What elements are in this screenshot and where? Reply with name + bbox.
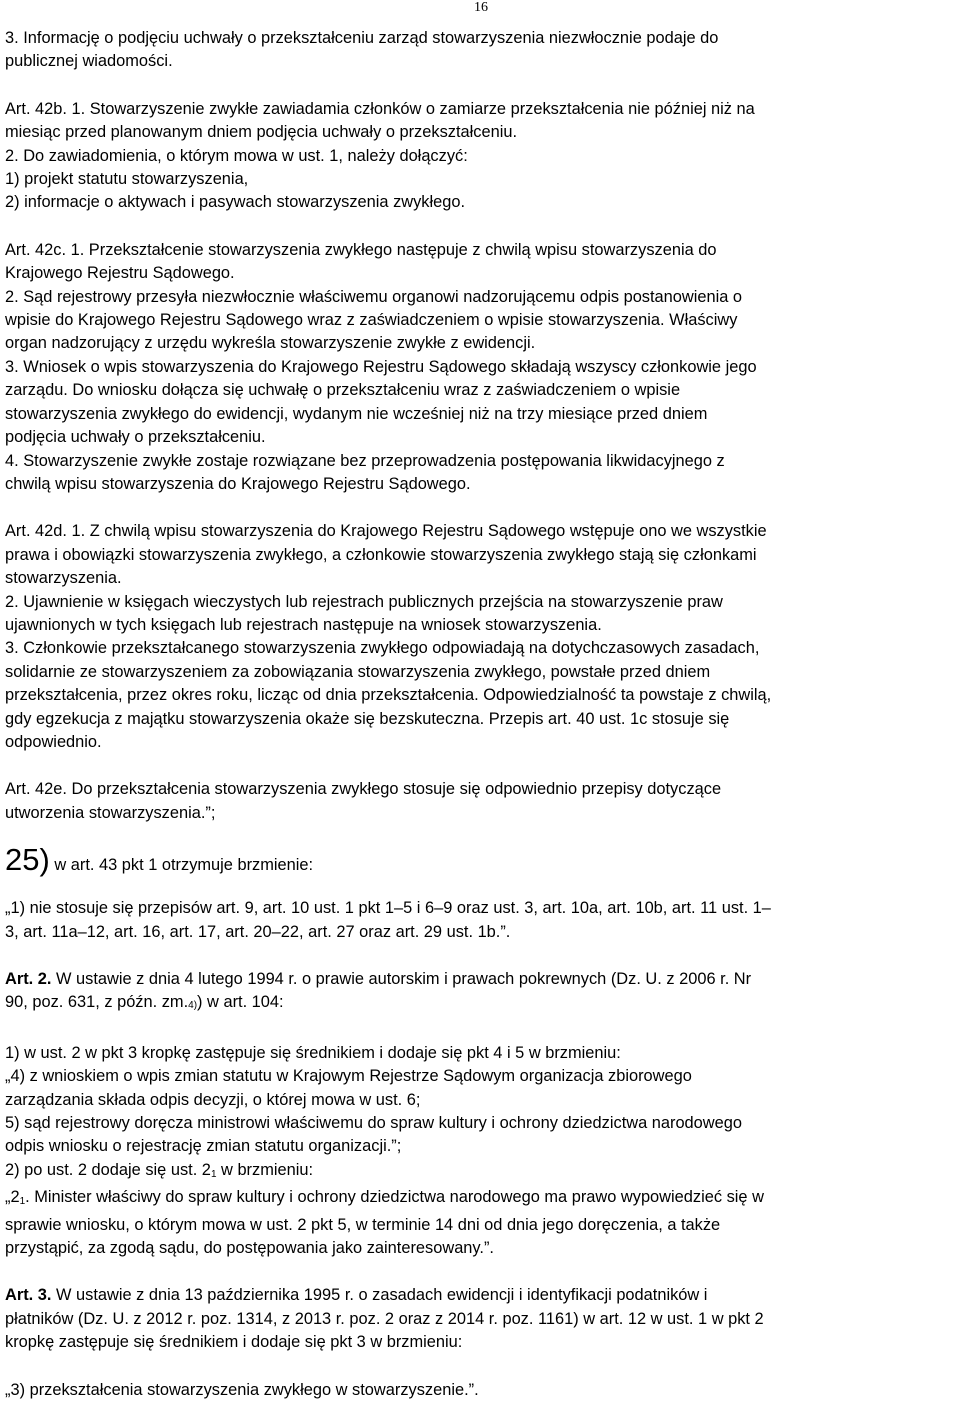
text-line: zarządu. Do wniosku dołącza się uchwałę o przekształceniu wraz z zaświadczeniem o wpisie [5,381,681,400]
text-line: 3. Członkowie przekształcanego stowarzyszenia zwykłego odpowiadają na dotychczasowych zasadach, [5,639,760,658]
article-42d [5,520,955,754]
article-label: Art. 3. [5,1286,52,1305]
text-line: zarządzania składa odpis decyzji, o której mowa w ust. 6; [5,1090,421,1109]
text-line: odpis wniosku o rejestrację zmian statutu organizacji.”; [5,1137,402,1156]
article-2 [5,968,955,1018]
text-line: 2. Ujawnienie w księgach wieczystych lub rejestrach publicznych przejścia na stowarzyszenie praw [5,592,723,611]
text-run: ) w art. 104: [197,993,284,1012]
article-label: Art. 2. [5,970,52,988]
text-line: płatników (Dz. U. z 2012 r. poz. 1314, z 2013 r. poz. 2 oraz z 2014 r. poz. 1161) w art. 12 w ust. 1 w pkt 2 [5,1309,764,1328]
text-line: stowarzyszenia zwykłego do ewidencji, wydanym nie wcześniej niż na trzy miesiące przed dniem [5,404,708,423]
text-line: Krajowego Rejestru Sądowego. [5,264,235,283]
text-line: przekształcenia, przez okres roku, licząc od dnia przekształcenia. Odpowiedzialność ta powstaje z chwilą, [5,686,772,705]
text-line: Art. 42b. 1. Stowarzyszenie zwykłe zawiadamia członków o zamiarze przekształcenia nie później niż na [5,99,755,118]
paragraph-art42a-3 [5,27,955,74]
text-line: 3. Informację o podjęciu uchwały o przekształceniu zarząd stowarzyszenia niezwłocznie podaje do [5,29,719,47]
text-line: 3. Wniosek o wpis stowarzyszenia do Krajowego Rejestru Sądowego składają wszyscy członkowie jego [5,357,757,376]
text-line: „3) przekształcenia stowarzyszenia zwykłego w stowarzyszenie.”. [5,1380,479,1399]
text-run: w brzmieniu: [216,1160,314,1179]
document-body [5,27,955,1402]
quoted-point-1 [5,897,955,944]
quoted-point-3 [5,1379,955,1402]
text-run: „2 [5,1188,20,1207]
text-line: „4) z wnioskiem o wpis zmian statutu w Krajowym Rejestrze Sądowym organizacja zbiorowego [5,1067,692,1086]
text-line [5,1284,955,1307]
point-heading-text: w art. 43 pkt 1 otrzymuje brzmienie: [49,856,314,875]
text-line: chwilą wpisu stowarzyszenia do Krajowego Rejestru Sądowego. [5,474,471,493]
text-line: Art. 42e. Do przekształcenia stowarzyszenia zwykłego stosuje się odpowiednio przepisy dotyczące [5,780,722,799]
text-line: wpisie do Krajowego Rejestru Sądowego wraz z zaświadczeniem o wpisie stowarzyszenia. Właściwy [5,311,738,330]
text-line: 3, art. 11a–12, art. 16, art. 17, art. 20–22, art. 27 oraz art. 29 ust. 1b.”. [5,922,511,941]
article-42c [5,239,955,496]
article-2-changes [5,1042,955,1261]
text-line: 5) sąd rejestrowy doręcza ministrowi właściwemu do spraw kultury i ochrony dziedzictwa narodowego [5,1114,742,1133]
text-line [5,1186,955,1213]
text-line: publicznej wiadomości. [5,52,173,71]
text-line [5,991,955,1017]
subscript: 1 [210,1168,217,1180]
text-line [5,1159,955,1186]
point-number: 25) [5,842,50,878]
article-42b [5,98,955,215]
text-run: . Minister właściwy do spraw kultury i ochrony dziedzictwa narodowego ma prawo wypowiedzieć się w [25,1188,764,1207]
text-line: utworzenia stowarzyszenia.”; [5,803,216,822]
text-run: W ustawie z dnia 13 października 1995 r. o zasadach ewidencji i identyfikacji podatników i [51,1286,708,1305]
text-line: „1) nie stosuje się przepisów art. 9, art. 10 ust. 1 pkt 1–5 i 6–9 oraz ust. 3, art. 10a, art. 10b, art. 11 ust. 1– [5,899,771,918]
text-line: 4. Stowarzyszenie zwykłe zostaje rozwiązane bez przeprowadzenia postępowania likwidacyjnego z [5,451,725,470]
article-3 [5,1284,955,1354]
text-line: 2) informacje o aktywach i pasywach stowarzyszenia zwykłego. [5,193,466,212]
text-line: solidarnie ze stowarzyszeniem za zobowiązania stowarzyszenia zwykłego, powstałe przed dniem [5,662,711,681]
text-line: podjęcia uchwały o przekształceniu. [5,428,266,447]
text-line: Art. 42d. 1. Z chwilą wpisu stowarzyszenia do Krajowego Rejestru Sądowego wstępuje ono we wszystkie [5,522,767,541]
text-line: przystąpić, za zgodą sądu, do postępowania jako zainteresowany.”. [5,1239,494,1258]
footnote-ref: 4) [188,1000,198,1012]
text-line: stowarzyszenia. [5,569,122,588]
text-line: sprawie wniosku, o którym mowa w ust. 2 pkt 5, w terminie 14 dni od dnia jego doręczenia, a także [5,1215,721,1234]
text-line: ujawnionych w tych księgach lub rejestrach następuje na wniosek stowarzyszenia. [5,615,602,634]
text-run: W ustawie z dnia 4 lutego 1994 r. o prawie autorskim i prawach pokrewnych (Dz. U. z 2006 r. Nr [51,970,752,988]
text-line: odpowiednio. [5,732,102,751]
text-line: kropkę zastępuje się średnikiem i dodaje się pkt 3 w brzmieniu: [5,1333,463,1352]
text-line: organ nadzorujący z urzędu wykreśla stowarzyszenie zwykłe z ewidencji. [5,334,536,353]
text-run: 90, poz. 631, z późn. zm. [5,993,189,1012]
subscript: 1 [19,1196,26,1208]
text-line: 2. Sąd rejestrowy przesyła niezwłocznie właściwemu organowi nadzorującemu odpis postanowienia o [5,287,743,306]
text-line: 1) w ust. 2 w pkt 3 kropkę zastępuje się średnikiem i dodaje się pkt 4 i 5 w brzmieniu: [5,1043,621,1062]
text-run: 2) po ust. 2 dodaje się ust. 2 [5,1160,211,1179]
text-line: Art. 42c. 1. Przekształcenie stowarzyszenia zwykłego następuje z chwilą wpisu stowarzyszenia do [5,240,717,259]
text-line [5,968,955,991]
point-heading [5,841,955,879]
text-line: 1) projekt statutu stowarzyszenia, [5,170,249,189]
text-line: 2. Do zawiadomienia, o którym mowa w ust. 1, należy dołączyć: [5,146,468,165]
text-line: prawa i obowiązki stowarzyszenia zwykłego, a członkowie stowarzyszenia zwykłego stają się członkami [5,545,757,564]
point-25 [5,841,955,879]
text-line: gdy egzekucja z majątku stowarzyszenia okaże się bezskuteczna. Przepis art. 40 ust. 1c stosuje się [5,709,730,728]
article-42e [5,778,955,825]
page-number: 16 [474,0,488,15]
text-line: miesiąc przed planowanym dniem podjęcia uchwały o przekształceniu. [5,123,518,142]
